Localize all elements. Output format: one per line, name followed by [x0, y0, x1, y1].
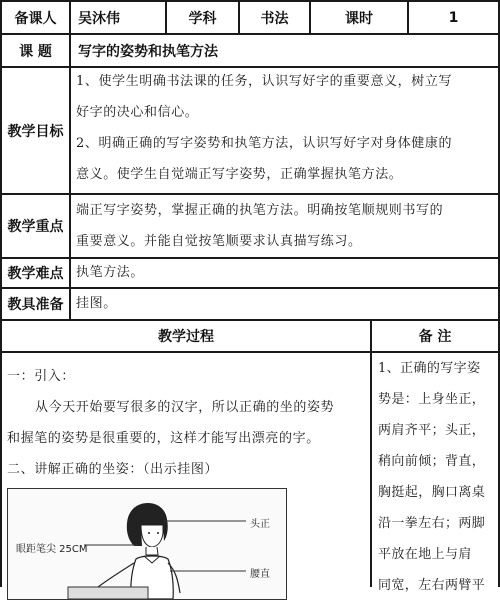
hours-value: 1: [448, 9, 459, 26]
topic-value: 写字的姿势和执笔方法: [78, 43, 218, 60]
difficulty-label: 教学难点: [7, 266, 64, 282]
notes-line: 稍向前倾；背直，: [378, 454, 486, 469]
key-points-label: 教学重点: [7, 219, 64, 235]
notes-header: 备 注: [418, 329, 452, 345]
objectives-text: [76, 66, 496, 190]
objectives-line: 2、明确正确的写字姿势和执笔方法，认识写好字对身体健康的: [76, 136, 453, 151]
key-points-line: 端正写字姿势，掌握正确的执笔方法。明确按笔顺规则书写的: [76, 203, 444, 218]
grid-vline-label: [69, 0, 71, 320]
process-header: 教学过程: [158, 329, 214, 345]
key-points-line: 重要意义。并能自觉按笔顺要求认真描写练习。: [76, 234, 362, 249]
posture-illustration: [7, 488, 287, 600]
grid-vline-notes: [370, 319, 372, 587]
objectives-line: 好字的决心和信心。: [76, 105, 199, 120]
figure-label-head: 头正: [250, 519, 270, 530]
subject-value: 书法: [260, 10, 289, 27]
difficulty-value: 执笔方法。: [76, 265, 145, 280]
key-points-text: [76, 195, 496, 257]
notes-line: 胸挺起，胸口离桌: [378, 485, 486, 500]
process-line: 二、讲解正确的坐姿：（出示挂图）: [7, 462, 219, 477]
process-line: 一：引入：: [7, 369, 76, 384]
process-line: 从今天开始要写很多的汉字，所以正确的坐的姿势: [35, 400, 335, 415]
materials-value: 挂图。: [76, 296, 117, 311]
teacher-label: 备课人: [14, 10, 57, 27]
notes-line: 沿一拳左右；两脚: [378, 516, 486, 531]
subject-label: 学科: [188, 10, 217, 27]
notes-line: 势是：上身坐正，: [378, 392, 486, 407]
materials-label: 教具准备: [7, 297, 64, 313]
topic-label: 课 题: [19, 43, 52, 60]
notes-line: 平放在地上与肩: [378, 547, 472, 562]
objectives-line: 意义。使学生自觉端正写字姿势，正确掌握执笔方法。: [76, 167, 403, 182]
figure-label-eye: 眼距笔尖 25CM: [16, 544, 88, 555]
figure-label-waist: 腰直: [250, 569, 270, 580]
objectives-line: 1、使学生明确书法课的任务，认识写好字的重要意义，树立写: [76, 74, 453, 89]
teacher-name: 吴沐伟: [78, 10, 120, 27]
objectives-label: 教学目标: [7, 123, 64, 140]
notes-line: 同宽，左右两臂平: [378, 578, 486, 593]
hours-label: 课时: [345, 10, 373, 27]
process-text: [7, 361, 369, 485]
notes-text: [378, 353, 496, 601]
notes-line: 1、正确的写字姿: [378, 361, 481, 376]
process-line: 和握笔的姿势是很重要的，这样才能写出漂亮的字。: [7, 431, 320, 446]
notes-line: 两肩齐平；头正，: [378, 423, 486, 438]
